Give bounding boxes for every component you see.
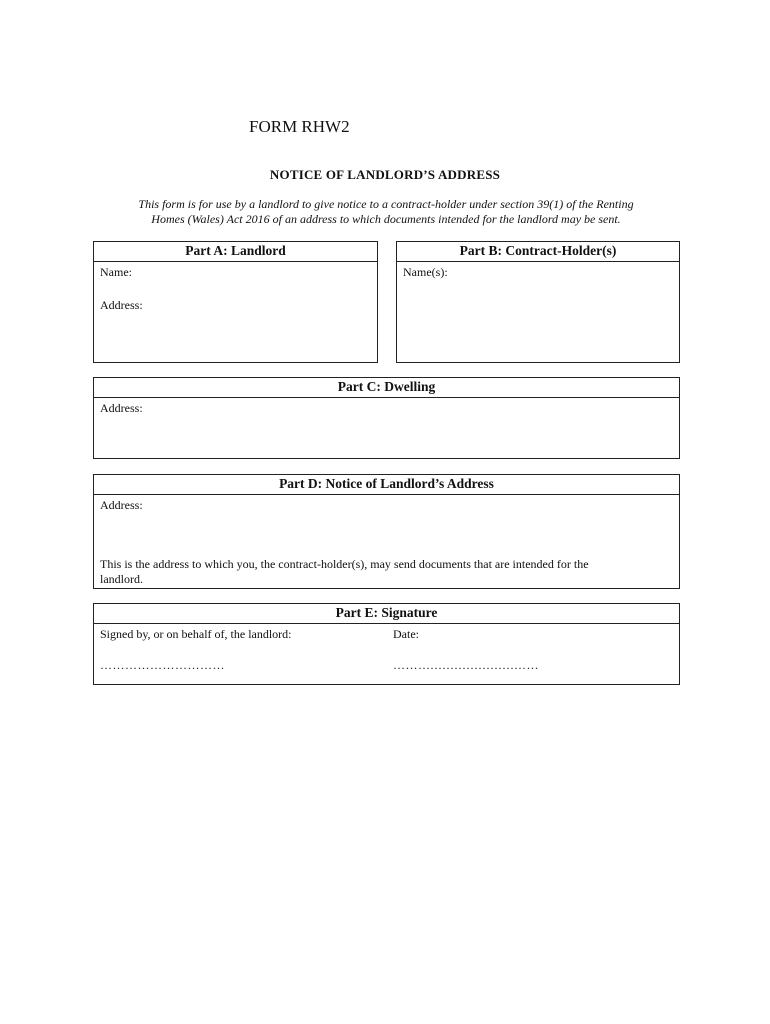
landlord-notice-address-label: Address:: [100, 498, 143, 512]
signature-line: …………………………: [100, 658, 225, 672]
signed-by-label: Signed by, or on behalf of, the landlord:: [100, 627, 292, 641]
part-e-heading: Part E: Signature: [94, 604, 679, 624]
part-b-heading: Part B: Contract-Holder(s): [397, 242, 679, 262]
form-id: FORM RHW2: [249, 117, 350, 136]
date-line: ……….….….….….….……: [393, 658, 539, 672]
part-a-box: [93, 241, 378, 363]
notice-note-line-1: This is the address to which you, the contract-holder(s), may send documents that are intended for the: [100, 557, 589, 571]
contract-holder-names-label: Name(s):: [403, 265, 448, 279]
part-e-box: [93, 603, 680, 685]
part-c-heading: Part C: Dwelling: [94, 378, 679, 398]
part-b-box: [396, 241, 680, 363]
part-d-box: [93, 474, 680, 589]
page-title: NOTICE OF LANDLORD’S ADDRESS: [269, 167, 501, 182]
intro-line-2: Homes (Wales) Act 2016 of an address to which documents intended for the landlord may be sent.: [151, 212, 621, 226]
landlord-address-label: Address:: [100, 298, 143, 312]
notice-note-line-2: landlord.: [100, 572, 143, 586]
part-c-box: [93, 377, 680, 459]
dwelling-address-label: Address:: [100, 401, 143, 415]
landlord-name-label: Name:: [100, 265, 132, 279]
notice-note: [100, 557, 670, 587]
date-label: Date:: [393, 627, 419, 641]
intro-line-1: This form is for use by a landlord to give notice to a contract-holder under section 39(1) of the Renting: [138, 197, 634, 211]
intro-text: [92, 197, 680, 227]
part-d-heading: Part D: Notice of Landlord’s Address: [94, 475, 679, 495]
part-a-heading: Part A: Landlord: [94, 242, 377, 262]
